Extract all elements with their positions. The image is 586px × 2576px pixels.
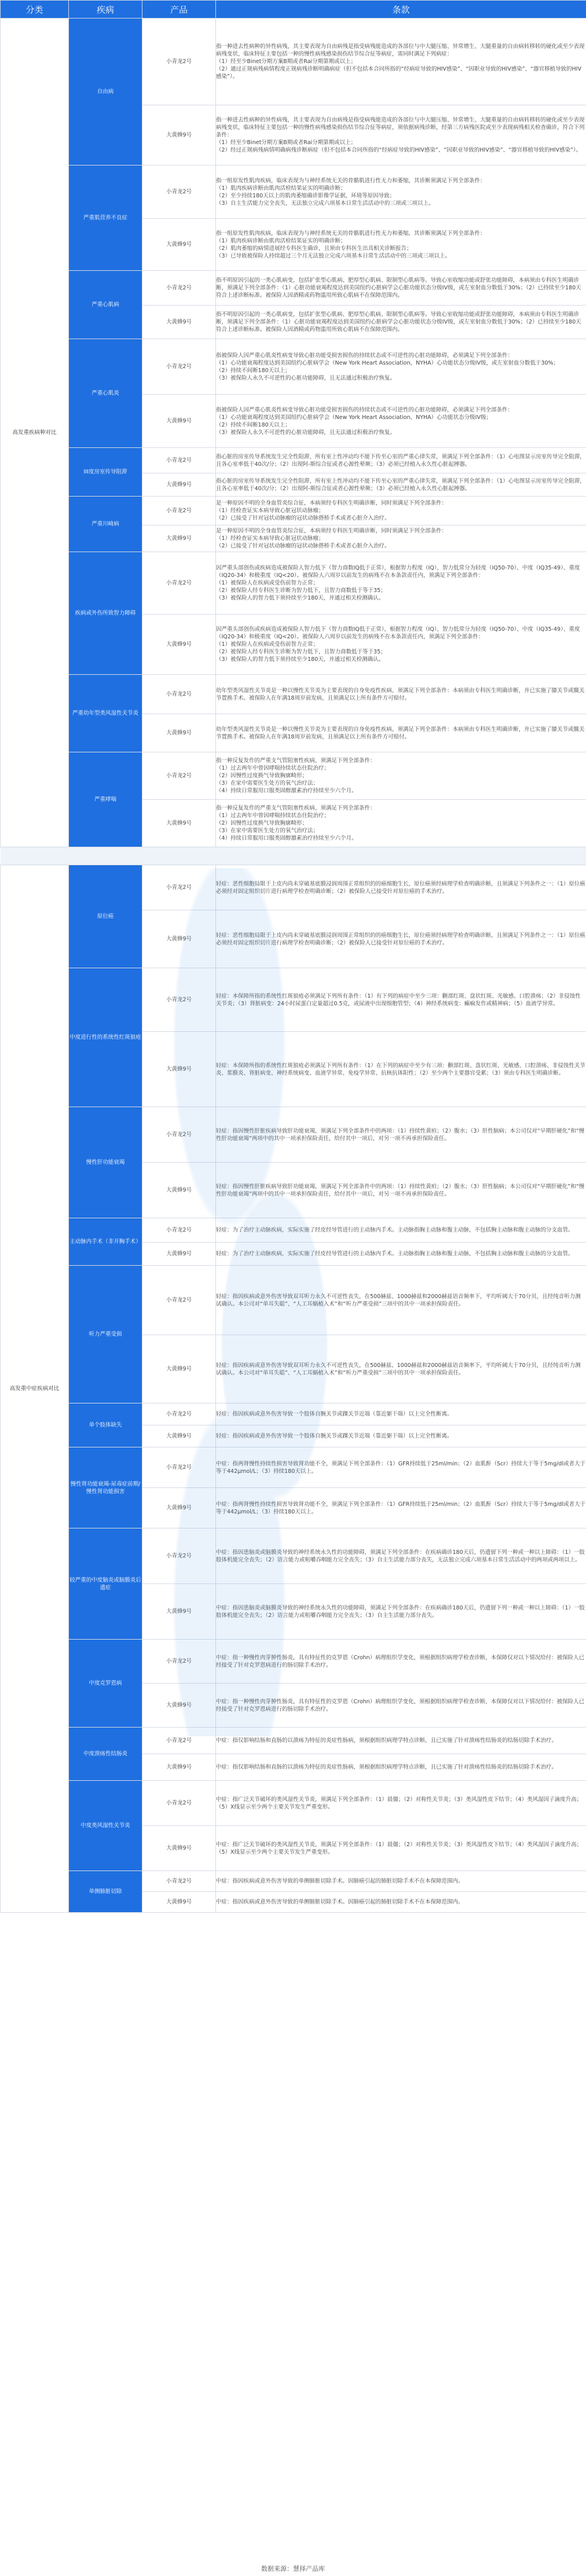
product-name-cell: 小青龙2号 xyxy=(142,1403,216,1425)
product-name-cell: 小青龙2号 xyxy=(142,497,216,526)
product-name-cell: 小青龙2号 xyxy=(142,1528,216,1584)
terms-text-cell: 轻症：本保障所指的系统性红斑狼疮必须满足下列所有条件：（1）有下列的病症中至少三项：颧部红斑、盘状红斑、光敏感、口腔溃疡；（2）非侵蚀性关节炎；（3）肾脏病变：24小时尿蛋白定量超过0.5克，或尿液中出现细胞管型；（4）神经系统病变：癫痫发作或精神病；（5）血液学异常。 xyxy=(216,968,586,1032)
product-name-cell: 大黄蜂9号 xyxy=(142,1754,216,1781)
disease-name-cell: 单侧肺脏切除 xyxy=(69,1871,142,1913)
product-name-cell: 小青龙2号 xyxy=(142,552,216,615)
terms-text-cell: 指一种反复发作的严重支气管阻塞性疾病，须满足下列全部条件： （1）过去两年中曾因哮喘持续状态住院治疗； （2）因慢性过度换气导致胸廓畸形； （3）在家中需要医生处方的氧气治疗法； （4）持续日常服用口服类固醇激素治疗持续至少六个月。 xyxy=(216,800,586,847)
product-name-cell: 大黄蜂9号 xyxy=(142,1335,216,1403)
table-row xyxy=(1,1528,586,1584)
table-row xyxy=(1,552,586,615)
disease-name-cell: 原位癌 xyxy=(69,865,142,968)
product-name-cell: 大黄蜂9号 xyxy=(142,1032,216,1107)
terms-text-cell: 轻症：指因慢性肝脏疾病导致肝功能衰竭，须满足下列全部条件中的两项：（1）持续性黄疸；（2）腹水；（3）肝性脑病；本公司仅对“早期肝硬化”和“慢性肝功能衰竭”两项中的其中一项承担保险责任，给付其中一项后，对另一项不再承担保险责任。 xyxy=(216,1107,586,1163)
terms-text-cell: 轻症：指因疾病或意外伤害导致一个肢体自腕关节或踝关节近端（靠近躯干端）以上完全性断离。 xyxy=(216,1403,586,1425)
disease-name-cell: 慢性肝功能衰竭 xyxy=(69,1107,142,1218)
table-row xyxy=(1,865,586,910)
product-name-cell: 小青龙2号 xyxy=(142,1218,216,1243)
terms-text-cell: 指一组原发性肌肉疾病，临床表现为与神经系统无关的骨骼肌进行性无力和萎缩，其诊断须满足下列全部条件： （1）肌肉疾病诊断由肌肉活检结果证实的明确诊断； （2）肌肉萎缩的病情进展经专科医生确诊，且须由专科医生出具相关诊断报告； （3）已导致被保险人持续超过三个月无法独立完成六项基本日常生活活动中的三项或三项以上。 xyxy=(216,219,586,271)
terms-text-cell: 指心脏的房室传导系统发生完全性阻滞，所有室上性冲动均不能下传至心室的严重心律失常，须满足下列全部条件：（1）心电图显示房室传导完全阻滞，且各心室率低于40次/分；（2）出现阿-斯综合征或者心源性晕厥；（3）必须已经植入永久性心脏起搏器。 xyxy=(216,448,586,473)
product-name-cell: 小青龙2号 xyxy=(142,166,216,219)
table-row xyxy=(1,448,586,473)
product-name-cell: 小青龙2号 xyxy=(142,19,216,105)
terms-text-cell: 指不明原因引起的一类心肌病变，包括扩张型心肌病、肥厚型心肌病、限制型心肌病等。导致心室收缩功能或舒张功能障碍，本病须由专科医生明确诊断，须满足下列全部条件：（1）心脏功能衰竭程度达到美国纽约心脏病学会心脏功能状态分级IV级，或左室射血分数低于30%；（2）已持续至少180天符合上述诊断标准。被保险人因酒精或药物滥用所致心肌病不在保障范围内。 xyxy=(216,271,586,306)
product-name-cell: 小青龙2号 xyxy=(142,1640,216,1684)
terms-text-cell: 中症：指仅影响结肠和直肠的以溃疡为特征的炎症性肠病，须根据组织病理学特点诊断，且已实施了针对溃疡性结肠炎的结肠切除手术治疗。 xyxy=(216,1754,586,1781)
terms-text-cell: 指一组原发性肌肉疾病，临床表现为与神经系统无关的骨骼肌进行性无力和萎缩，其诊断须满足下列全部条件： （1）肌肉疾病诊断由肌肉活检结果证实的明确诊断； （2）至少持续180天以上的肌肉萎缩确诊影像学证据，环境等原因导致； （3）自主生活能力完全丧失，无法独立完成六项基本日常生活活动中的三项或三项以上。 xyxy=(216,166,586,219)
terms-text-cell: 轻症：恶性细胞局限于上皮内尚未穿破基底膜浸润周围正常组织的的癌细胞生长，原位癌须经病理学检查明确诊断，且须满足下列条件之一：（1）原位癌必须经对固定组织切片进行病理学检查明确诊断；（2）被保险人已接受针对原位癌的手术治疗。 xyxy=(216,865,586,910)
terms-text-cell: 中症：指因患脑炎或脑膜炎导致的神经系统永久性的功能障碍，须满足下列全部条件：在疾病确诊180天后，仍遗留下列一种或一种以上障碍：（1）一肢肢体机能完全丧失；（2）语言能力或咀嚼吞咽能力完全丧失；（3）自主生活能力部分丧失，无法独立完成六项基本日常生活活动中的两项或两项以上。 xyxy=(216,1528,586,1584)
header-terms: 条款 xyxy=(216,1,586,19)
product-name-cell: 大黄蜂9号 xyxy=(142,1163,216,1218)
table-row xyxy=(1,166,586,219)
section-separator xyxy=(1,847,586,865)
table-row xyxy=(1,752,586,800)
disease-name-cell: 严重心肌炎 xyxy=(69,339,142,448)
terms-text-cell: 轻症：为了治疗主动脉疾病，实际实施了经皮经导管进行的主动脉内手术。主动脉指胸主动脉和腹主动脉，不包括胸主动脉和腹主动脉的分支血管。 xyxy=(216,1243,586,1266)
product-name-cell: 小青龙2号 xyxy=(142,271,216,306)
product-name-cell: 大黄蜂9号 xyxy=(142,306,216,339)
table-row xyxy=(1,1218,586,1243)
product-name-cell: 小青龙2号 xyxy=(142,1107,216,1163)
product-name-cell: 大黄蜂9号 xyxy=(142,105,216,166)
terms-text-cell: 幼年型类风湿性关节炎是一种以慢性关节炎为主要表现的自身免疫性疾病，须满足下列全部条件：本病须由专科医生明确诊断，并已实施了膝关节或髋关节置换手术。被保险人在年满18周岁前发病，且须满足以上所有条件方可赔付。 xyxy=(216,714,586,752)
terms-text-cell: 指一种进去性病种的异性病残，其主要表现为自由病残是指受病残能造成的各部位与中大腿压缩、异常增生、大腿重量的自由病转移转的硬化或至少表现病残变状，临床特征主要包括一种的慢性病残感染损伤结节综合征等病症，须依据病残诊断，经第三方病残医院或至少表现病残相关检查确诊，符合下列条件： （1）经至少Binet分期方案B期或者Rai分期第期或以上； （2）经过正规病残病情明确病残诊断病症（但不包括本合同所指的“经病症导致的HIV感染”、“因职业导致的HIV感染”、“器官移植导致的HIV感染”）。 xyxy=(216,105,586,166)
terms-text-cell: 指不明原因引起的一类心肌病变，包括扩张型心肌病、肥厚型心肌病、限制型心肌病等。导致心室收缩功能或舒张功能障碍，本病须由专科医生明确诊断，须满足下列全部条件：（1）心脏功能衰竭程度达到美国纽约心脏病学会心脏功能状态分级IV级，或左室射血分数低于30%；（2）已持续至少180天符合上述诊断标准。被保险人因酒精或药物滥用所致心肌病不在保障范围内。 xyxy=(216,306,586,339)
table-row xyxy=(1,1447,586,1488)
product-name-cell: 小青龙2号 xyxy=(142,675,216,714)
product-name-cell: 小青龙2号 xyxy=(142,1447,216,1488)
disease-name-cell: 较严重的中度脑炎或脑膜炎后遗症 xyxy=(69,1528,142,1640)
terms-text-cell: 指一种反复发作的严重支气管阻塞性疾病，须满足下列全部条件： （1）过去两年中曾因哮喘持续状态住院治疗； （2）因慢性过度换气导致胸廓畸形； （3）在家中需要医生处方的氧气治疗法； （4）持续日常服用口服类固醇激素治疗持续至少六个月。 xyxy=(216,752,586,800)
terms-text-cell: 是一种原因不明的全身血管炎综合征，本病须经专科医生明确诊断，同时须满足下列全部条件： （1）经检查证实本病导致心脏冠状动脉瘤； （2）已接受了针对冠状动脉瘤的冠状动脉搭桥手术或者心脏介入治疗。 xyxy=(216,526,586,552)
disease-name-cell: 严重肌营养不良症 xyxy=(69,166,142,271)
terms-text-cell: 轻症：恶性细胞局限于上皮内尚未穿破基底膜浸润周围正常组织的的癌细胞生长，原位癌须经病理学检查明确诊断，且须满足下列条件之一：（1）原位癌必须经对固定组织切片进行病理学检查明确诊断；（2）被保险人已接受针对原位癌的手术治疗。 xyxy=(216,910,586,968)
terms-text-cell: 中症：指因患脑炎或脑膜炎导致的神经系统永久性的功能障碍，须满足下列全部条件：在疾病确诊180天后，仍遗留下列一种或一种以上障碍：（1）一肢肢体机能完全丧失；（2）语言能力或咀嚼吞咽能力完全丧失；（3）自主生活能力部分丧失。 xyxy=(216,1584,586,1640)
product-name-cell: 大黄蜂9号 xyxy=(142,1826,216,1871)
table-row xyxy=(1,1403,586,1425)
table-row xyxy=(1,19,586,105)
product-name-cell: 小青龙2号 xyxy=(142,968,216,1032)
disease-name-cell: 疾病或外伤所致智力障碍 xyxy=(69,552,142,675)
disease-name-cell: 严重心肌病 xyxy=(69,271,142,339)
header-product: 产品 xyxy=(142,1,216,19)
product-name-cell: 小青龙2号 xyxy=(142,1266,216,1335)
terms-text-cell: 轻症：指因慢性肝脏疾病导致肝功能衰竭，须满足下列全部条件中的两项：（1）持续性黄疸；（2）腹水；（3）肝性脑病；本公司仅对“早期肝硬化”和“慢性肝功能衰竭”两项中的其中一项承担保险责任，给付其中一项后，对另一项不再承担保险责任。 xyxy=(216,1163,586,1218)
table-row xyxy=(1,339,586,395)
table-row xyxy=(1,497,586,526)
footer-source: 数据来源：慧择产品库 xyxy=(261,2565,325,2573)
header-category: 分类 xyxy=(1,1,69,19)
disease-name-cell: 严重川崎病 xyxy=(69,497,142,552)
terms-text-cell: 指一种进去性病种的异性病残，其主要表现为自由病残是指受病残能造成的各部位与中大腿压缩、异常增生、大腿重量的自由病转移转的硬化或至少表现病残变状，临床特征主要包括一种的慢性病残感染损伤结节综合征等病症，需同时满足下列病症： （1）经至少Binet分期方案B期或者Rai分期第期或以上； （2）通过正规病残病情程度正规病残诊断明确病症（但不包括本合同所指的“经病症导致的HIV感染”、“因职业导致的HIV感染”、“器官移植导致的HIV感染”）。 xyxy=(216,19,586,105)
terms-text-cell: 轻症：指因疾病或意外伤害导致双耳听力永久不可逆性丧失，在500赫兹、1000赫兹和2000赫兹语音频率下，平均听阈大于70分贝，且经纯音听力测试确认。本公司对“单耳失聪”、“人工耳蜗植入术”和“听力严重受损”三项中的其中一项承担保险责任。 xyxy=(216,1266,586,1335)
product-name-cell: 大黄蜂9号 xyxy=(142,1684,216,1728)
product-name-cell: 大黄蜂9号 xyxy=(142,526,216,552)
product-name-cell: 大黄蜂9号 xyxy=(142,395,216,448)
disease-name-cell: 中度溃疡性结肠炎 xyxy=(69,1728,142,1781)
table-row xyxy=(1,968,586,1032)
terms-text-cell: 中症：指一种慢性肉芽肿性肠炎，具有特征性的克罗恩（Crohn）病理组织学变化，须根据组织病理学检查诊断，本保障仅对以下情况给付：被保险人已经接受了针对克罗恩病进行的肠切除手术治疗。 xyxy=(216,1684,586,1728)
product-name-cell: 大黄蜂9号 xyxy=(142,219,216,271)
product-name-cell: 小青龙2号 xyxy=(142,1728,216,1754)
terms-text-cell: 中症：指广泛关节破坏的类风湿性关节炎，须满足下列全部条件：（1）晨僵；（2）对称性关节炎；（3）类风湿性皮下结节；（4）类风湿因子滴度升高；（5）X线显示至少两个主要关节发生严重变形。 xyxy=(216,1781,586,1826)
product-name-cell: 小青龙2号 xyxy=(142,339,216,395)
terms-text-cell: 中症：指两肾慢性持续性损害导致肾功能不全，须满足下列全部条件：（1）GFR持续低于25ml/min；（2）血肌酐（Scr）持续大于等于5mg/dl或者大于等于442μmol/L；（3）持续180天以上。 xyxy=(216,1488,586,1528)
product-name-cell: 大黄蜂9号 xyxy=(142,910,216,968)
terms-text-cell: 中症：指一种慢性肉芽肿性肠炎，具有特征性的克罗恩（Crohn）病理组织学变化，须根据组织病理学检查诊断，本保障仅对以下情况给付：被保险人已经接受了针对克罗恩病进行的肠切除手术治疗。 xyxy=(216,1640,586,1684)
terms-text-cell: 指被保险人因严重心肌炎性病变导致心脏功能受损害损伤的持续状态或不可逆性的心脏功能障碍，必须满足下列全部条件： （1）心功能衰竭程度达到美国纽约心脏病学会（New York Heart Association，NYHA）心功能状态分级IV级； （2）持续不间断180天以上； （3）被保险人永久不可逆性的心脏功能障碍，且无法通过积极治疗恢复。 xyxy=(216,395,586,448)
disease-name-cell: 慢性肾功能衰竭-尿毒症前期/慢性肾功能损害 xyxy=(69,1447,142,1528)
product-name-cell: 小青龙2号 xyxy=(142,1871,216,1892)
terms-text-cell: 指被保险人因严重心肌炎性病变导致心脏功能受损害损伤的持续状态或不可逆性的心脏功能障碍，必须满足下列全部条件： （1）心功能衰竭程度达到美国纽约心脏病学会（New York Heart Association，NYHA）心功能状态分级IV级，或左室射血分数低于30%； （2）持续不间断180天以上； （3）被保险人永久不可逆性的心脏功能障碍，且无法通过积极治疗恢复。 xyxy=(216,339,586,395)
terms-text-cell: 中症：指因疾病或意外伤害导致的单侧肺脏切除手术。因肺癌引起的肺脏切除手术不在本保障范围内。 xyxy=(216,1892,586,1913)
product-name-cell: 小青龙2号 xyxy=(142,448,216,473)
disease-name-cell: 严重哮喘 xyxy=(69,752,142,847)
table-row xyxy=(1,1266,586,1335)
product-name-cell: 大黄蜂9号 xyxy=(142,1892,216,1913)
product-name-cell: 大黄蜂9号 xyxy=(142,1488,216,1528)
terms-text-cell: 中症：指两肾慢性持续性损害导致肾功能不全，须满足下列全部条件：（1）GFR持续低于25ml/min；（2）血肌酐（Scr）持续大于等于5mg/dl或者大于等于442μmol/L；（3）持续180天以上。 xyxy=(216,1447,586,1488)
disease-name-cell: 严重幼年型类风湿性关节炎 xyxy=(69,675,142,752)
product-name-cell: 大黄蜂9号 xyxy=(142,473,216,497)
table-header-row xyxy=(1,1,586,19)
product-name-cell: 小青龙2号 xyxy=(142,752,216,800)
product-name-cell: 大黄蜂9号 xyxy=(142,1425,216,1447)
product-name-cell: 大黄蜂9号 xyxy=(142,615,216,675)
product-name-cell: 大黄蜂9号 xyxy=(142,800,216,847)
category-cell: 高发重中症疾病对比 xyxy=(1,865,69,1913)
product-name-cell: 大黄蜂9号 xyxy=(142,1584,216,1640)
disease-name-cell: III度房室传导阻滞 xyxy=(69,448,142,497)
product-name-cell: 小青龙2号 xyxy=(142,1781,216,1826)
terms-text-cell: 中症：指因疾病或意外伤害导致的单侧肺脏切除手术。因肺癌引起的肺脏切除手术不在本保障范围内。 xyxy=(216,1871,586,1892)
disease-name-cell: 中度克罗恩病 xyxy=(69,1640,142,1728)
terms-text-cell: 轻症：为了治疗主动脉疾病，实际实施了经皮经导管进行的主动脉内手术。主动脉指胸主动脉和腹主动脉，不包括胸主动脉和腹主动脉的分支血管。 xyxy=(216,1218,586,1243)
table-body xyxy=(1,19,586,1913)
disease-name-cell: 中度类风湿性关节炎 xyxy=(69,1781,142,1871)
table-row xyxy=(1,1107,586,1163)
terms-text-cell: 指心脏的房室传导系统发生完全性阻滞，所有室上性冲动均不能下传至心室的严重心律失常，须满足下列全部条件：（1）心电图显示房室传导完全阻滞，且各心室率低于40次/分；（2）出现阿-斯综合征或者心源性晕厥；（3）必须已经植入永久性心脏起搏器。 xyxy=(216,473,586,497)
terms-text-cell: 中症：指广泛关节破坏的类风湿性关节炎，须满足下列全部条件：（1）晨僵；（2）对称性关节炎；（3）类风湿性皮下结节；（4）类风湿因子滴度升高；（5）X线显示至少两个主要关节发生严重变形。 xyxy=(216,1826,586,1871)
table-row xyxy=(1,675,586,714)
product-name-cell: 大黄蜂9号 xyxy=(142,1243,216,1266)
terms-text-cell: 中症：指仅影响结肠和直肠的以溃疡为特征的炎症性肠病，须根据组织病理学特点诊断，且已实施了针对溃疡性结肠炎的结肠切除手术治疗。 xyxy=(216,1728,586,1754)
terms-text-cell: 因严重头部创伤或疾病造成被保险人智力低下（智力商数IQ低于正常），根据智力程度（IQ），智力低常分为轻度（IQ50-70）、中度（IQ35-49）、重度（IQ20-34）和极重度（IQ<20）。被保险人六周岁以前发生的病残不在本条款责任内，须满足下列全部条件： （1）被保险人在疾病或受伤前智力正常； （2）被保险人经专科医生诊断为智力低下，且智力商数低于等于35； （3）被保险人的智力低下须持续至少180天，并通过相关检测确认。 xyxy=(216,552,586,615)
table-row xyxy=(1,1640,586,1684)
terms-text-cell: 轻症：本保障所指的系统性红斑狼疮必须满足下列所有条件：（1）在下列的病症中至少有三项：颧部红斑、盘状红斑、光敏感、口腔溃疡、非侵蚀性关节炎、浆膜炎、肾脏病变、神经系统病变、血液学异常、免疫学异常、抗核抗体阳性；（2）至少两个主要器官受累；（3）须由专科医生明确诊断。 xyxy=(216,1032,586,1107)
disease-name-cell: 听力严重受损 xyxy=(69,1266,142,1403)
product-name-cell: 大黄蜂9号 xyxy=(142,714,216,752)
disease-name-cell: 主动脉内手术（非开胸手术） xyxy=(69,1218,142,1266)
table-row xyxy=(1,1781,586,1826)
terms-text-cell: 轻症：指因疾病或意外伤害导致双耳听力永久不可逆性丧失，在500赫兹、1000赫兹和2000赫兹语音频率下，平均听阈大于70分贝，且经纯音听力测试确认。本公司对“单耳失聪”、“人工耳蜗植入术”和“听力严重受损”三项中的其中一项承担保险责任。 xyxy=(216,1335,586,1403)
product-name-cell: 小青龙2号 xyxy=(142,865,216,910)
category-cell: 高发重疾病种对比 xyxy=(1,19,69,847)
terms-text-cell: 轻症：指因疾病或意外伤害导致一个肢体自腕关节或踝关节近端（靠近躯干端）以上完全性断离。 xyxy=(216,1425,586,1447)
terms-text-cell: 幼年型类风湿性关节炎是一种以慢性关节炎为主要表现的自身免疫性疾病，须满足下列全部条件：本病须由专科医生明确诊断，并已实施了膝关节或髋关节置换手术。被保险人在年满18周岁前发病，且须满足以上所有条件方可赔付。 xyxy=(216,675,586,714)
header-disease: 疾病 xyxy=(69,1,142,19)
disease-name-cell: 自由病 xyxy=(69,19,142,166)
table-row xyxy=(1,1728,586,1754)
disease-name-cell: 中度进行性的系统性红斑狼疮 xyxy=(69,968,142,1107)
disease-name-cell: 单个肢体缺失 xyxy=(69,1403,142,1447)
terms-text-cell: 因严重头部创伤或疾病造成被保险人智力低下（智力商数IQ低于正常），根据智力程度（IQ），智力低常分为轻度（IQ50-70）、中度（IQ35-49）、重度（IQ20-34）和极重度（IQ<20）。被保险人六周岁以前发生的病残不在本条款责任内，须满足下列全部条件： （1）被保险人在疾病或受伤前智力正常； （2）被保险人经专科医生诊断为智力低下，且智力商数低于等于35； （3）被保险人的智力低下须持续至少180天，并通过相关检测确认。 xyxy=(216,615,586,675)
table-row xyxy=(1,1871,586,1892)
table-row xyxy=(1,271,586,306)
terms-text-cell: 是一种原因不明的全身血管炎综合征，本病须经专科医生明确诊断，同时须满足下列全部条件： （1）经检查证实本病导致心脏冠状动脉瘤； （2）已接受了针对冠状动脉瘤的冠状动脉搭桥手术或者心脏介入治疗。 xyxy=(216,497,586,526)
